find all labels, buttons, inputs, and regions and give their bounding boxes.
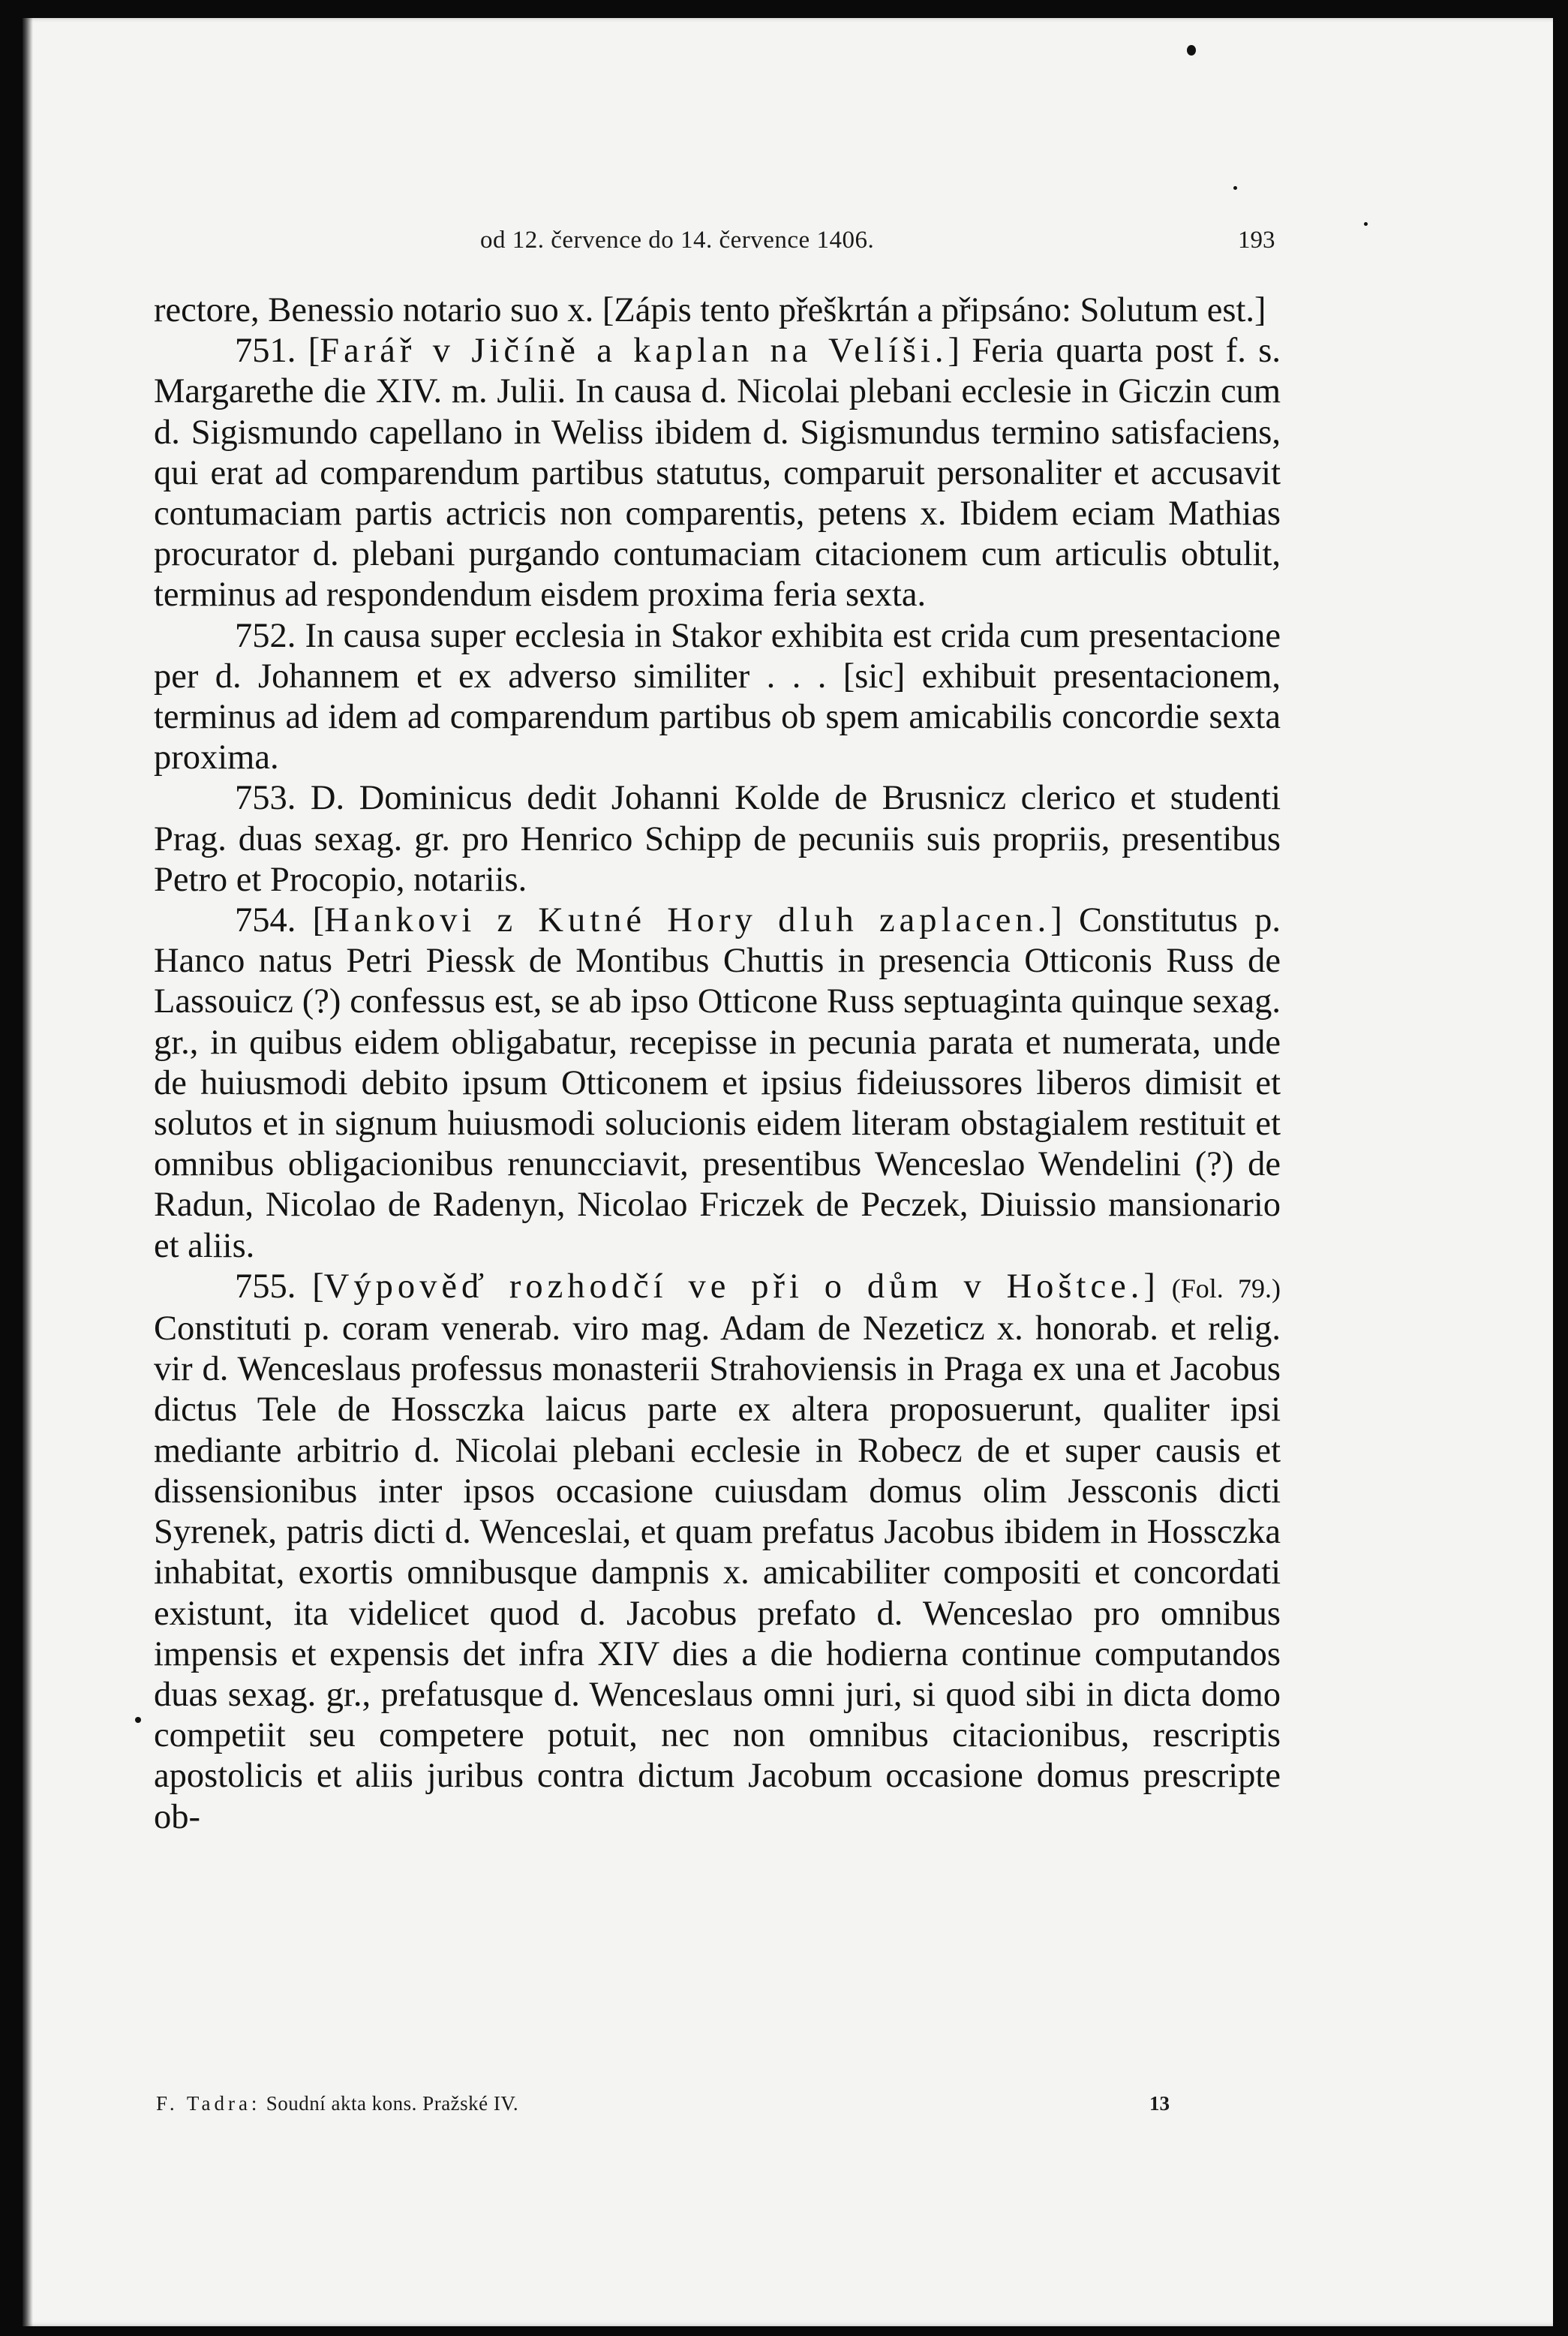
entry-text: ] Constitutus p. Hanco natus Petri Piessk de Montibus Chuttis in presencia Otticonis Russ de Lassouicz (?) confessus est, se ab ipso Otticone Russ septuaginta quinque sexag. gr., in quibus eidem obligabatur, recepisse in pecunia parata et numerata, unde de huiusmodi debito ipsum Otticonem et ipsius fideiussores liberos dimisit et solutos et in signum huiusmodi solucionis eidem literam obstagialem restituit et omnibus obligacionibus renuncciavit, presentibus Wenceslao Wendelini (?) de Radun, Nicolao de Radenyn, Nicolao Friczek de Peczek, Diuissio mansionario et aliis.: [154, 901, 1281, 1265]
entry-text: Constituti p. coram venerab. viro mag. Adam de Nezeticz x. honorab. et relig. vir d. Wenceslaus professus monasterii Strahoviensis in Praga ex una et Jacobus dictus Tele de Hossczka laicus parte ex altera proposuerunt, qualiter ipsi mediante arbitrio d. Nicolai plebani ecclesie in Robecz de et super causis et dissensionibus inter ipsos occasione cuiusdam domus olim Jessconis dicti Syrenek, patris dicti d. Wenceslai, et quam prefatus Jacobus ibidem in Hossczka inhabitat, exortis omnibusque dampnis x. amicabiliter compositi et concordati existunt, ita videlicet quod d. Jacobus prefato d. Wenceslao pro omnibus impensis et expensis det infra XIV dies a die hodierna continue computandos duas sexag. gr., prefatusque d. Wenceslaus omni juri, si quod sibi in dicta domo competiit seu competere potuit, nec non omnibus citacionibus, rescriptis apostolicis et aliis juribus contra dictum Jacobum occasione domus prescripte ob-: [154, 1309, 1281, 1836]
entry-heading: Výpověď rozhodčí ve při o dům v Hoštce.: [323, 1267, 1144, 1306]
entry-text: 751. [: [235, 332, 320, 371]
entry-text: 755. [: [235, 1267, 324, 1306]
entry-heading: Hankovi z Kutné Hory dluh zaplacen.: [324, 901, 1051, 940]
entry-text: 753. D. Dominicus dedit Johanni Kolde de Brusnicz clerico et studenti Prag. duas sexag. gr. pro Henrico Schipp de pecuniis suis propriis, presentibus Petro et Procopio, notariis.: [154, 779, 1281, 899]
entry-text: 754. [: [235, 901, 325, 940]
entry-755: [154, 1267, 1281, 1838]
paragraph-continuation: [154, 290, 1281, 331]
page-number: 193: [1238, 227, 1275, 254]
body-text: [154, 290, 1281, 1838]
footer-work: Soudní akta kons. Pražské IV.: [266, 2092, 519, 2115]
footer-citation: [156, 2092, 518, 2115]
entry-text: ] Feria quarta post f. s. Margarethe die XIV. m. Julii. In causa d. Nicolai plebani ecclesie in Giczin cum d. Sigismundo capellano in Weliss ibidem d. Sigismundus termino satisfaciens, qui erat ad comparendum partibus statutus, comparuit personaliter et accusavit contumaciam partis actricis non comparentis, petens x. Ibidem eciam Mathias procurator d. plebani purgando contumaciam citacionem cum articulis obtulit, terminus ad respondendum eisdem proxima feria sexta.: [154, 332, 1281, 615]
running-header: [23, 227, 1553, 264]
running-title: od 12. července do 14. července 1406.: [480, 227, 875, 254]
entry-text: ]: [1143, 1267, 1172, 1306]
ink-speck: [1364, 222, 1368, 226]
ink-speck: [135, 1717, 141, 1723]
ink-speck: [1187, 45, 1196, 56]
entry-text: rectore, Benessio notario suo x. [Zápis tento přeškrtán a připsáno: Solutum est.]: [154, 291, 1266, 329]
signature-mark: 13: [1149, 2092, 1170, 2115]
entry-754: [154, 900, 1281, 1267]
entry-heading: Farář v Jičíně a kaplan na Velíši.: [320, 332, 948, 371]
entry-text: 752. In causa super ecclesia in Stakor exhibita est crida cum presentacione per d. Johannem et ex adverso similiter . . . [sic] exhibuit presentacionem, terminus ad idem ad comparendum partibus ob spem amicabilis concordie sexta proxima.: [154, 616, 1281, 777]
entry-753: [154, 778, 1281, 900]
folio-reference: (Fol. 79.): [1171, 1273, 1281, 1303]
footer-author: F. Tadra:: [156, 2092, 261, 2115]
entry-751: [154, 331, 1281, 615]
page-footer: [0, 2092, 1568, 2122]
ink-speck: [1233, 186, 1237, 190]
entry-752: [154, 616, 1281, 779]
binding-shadow: [23, 18, 33, 2326]
